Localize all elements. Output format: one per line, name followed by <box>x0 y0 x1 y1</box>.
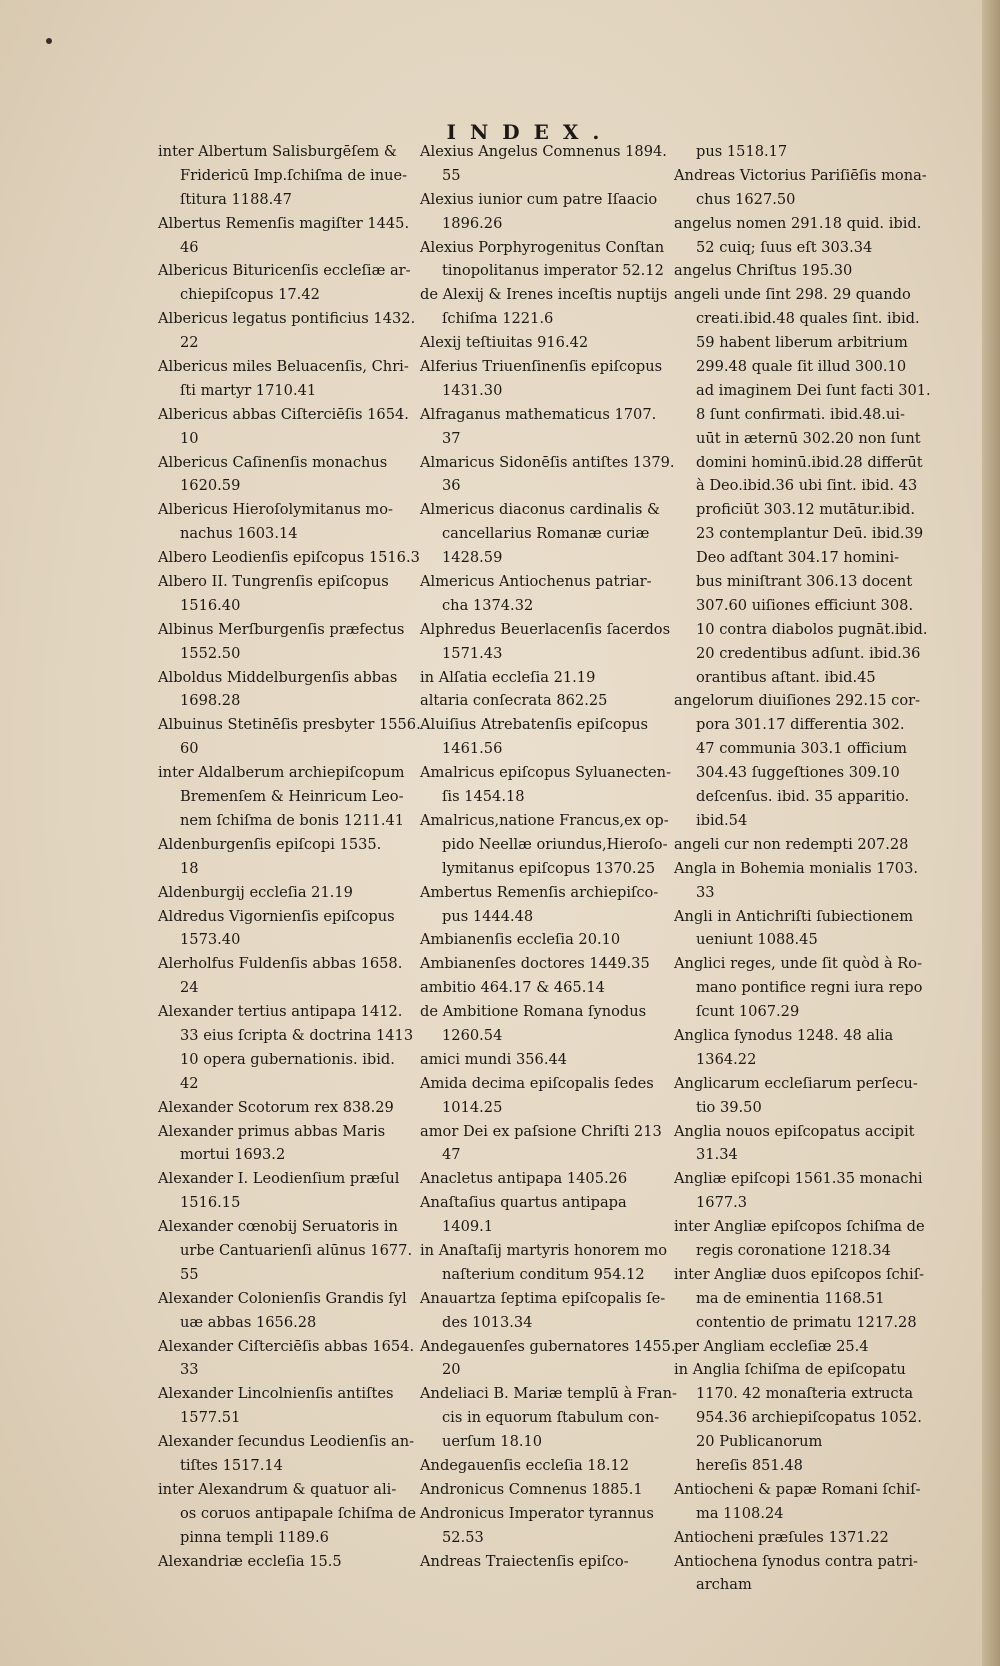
index-entry-line: 10 opera gubernationis. ibid. <box>180 1050 395 1068</box>
index-entry-line: in Anaſtaſij martyris honorem mo <box>420 1241 668 1259</box>
index-entry-line: Alexij teſtiuitas 916.42 <box>420 334 589 352</box>
index-entry-line: angeli unde ſint 298. 29 quando <box>674 286 911 304</box>
index-entry-line: ſcunt 1067.29 <box>696 1003 800 1021</box>
index-entry-line: 1571.43 <box>442 644 503 662</box>
index-entry-line: de Ambitione Romana ſynodus <box>420 1003 647 1021</box>
index-entry-line: Andeliaci B. Mariæ templū à Fran- <box>420 1385 677 1403</box>
index-entry-line: ſti martyr 1710.41 <box>180 381 317 399</box>
index-entry-line: Alexius iunior cum patre Iſaacio <box>420 190 658 208</box>
index-entry-line: proficiūt 303.12 mutātur.ibid. <box>696 501 916 519</box>
index-entry-line: Bremenſem & Heinricum Leo- <box>180 788 404 806</box>
index-entry-line: Anacletus antipapa 1405.26 <box>420 1170 628 1188</box>
index-entry-line: 37 <box>442 429 461 447</box>
index-entry-line: ambitio 464.17 & 465.14 <box>420 979 605 997</box>
index-entry-line: archam <box>696 1576 752 1594</box>
index-entry-line: cancellarius Romanæ curiæ <box>442 525 650 543</box>
index-entry-line: inter Angliæ epiſcopos ſchiſma de <box>674 1218 925 1236</box>
index-entry-line: 36 <box>442 477 461 495</box>
index-entry-line: cis in equorum ſtabulum con- <box>442 1409 660 1427</box>
index-entry-line: ueniunt 1088.45 <box>696 931 818 949</box>
index-entry-line: Anglici reges, unde ſit quòd à Ro- <box>674 955 922 973</box>
index-entry-line: 20 Publicanorum <box>696 1433 823 1451</box>
index-entry-line: Alferius Triuenſinenſis epiſcopus <box>420 358 663 376</box>
index-entry-line: angelus Chriſtus 195.30 <box>674 262 853 280</box>
index-entry-line: ſchiſma 1221.6 <box>442 310 554 328</box>
index-entry-line: amici mundi 356.44 <box>420 1050 568 1068</box>
index-entry-line: 42 <box>180 1074 199 1092</box>
index-entry-line: ma de eminentia 1168.51 <box>696 1289 885 1307</box>
index-entry-line: Aldenburgenſis epiſcopi 1535. <box>158 835 382 853</box>
index-entry-line: Andreas Victorius Pariſiēſis mona- <box>674 166 927 184</box>
index-entry-line: Alexander cœnobij Seruatoris in <box>158 1218 398 1236</box>
index-entry-line: 1516.40 <box>180 596 241 614</box>
index-entry-line: Ambianenſes doctores 1449.35 <box>420 955 650 973</box>
index-entry-line: 8 ſunt confirmati. ibid.48.ui- <box>696 405 905 423</box>
index-entry-line: mano pontifice regni iura repo <box>696 979 923 997</box>
index-entry-line: Angli in Antichriſti ſubiectionem <box>674 907 914 925</box>
page-edge <box>982 0 1000 1666</box>
index-entry-line: de Alexij & Irenes inceſtis nuptijs <box>420 286 668 304</box>
index-entry-line: 22 <box>180 334 199 352</box>
index-entry-line: inter Aldalberum archiepiſcopum <box>158 764 405 782</box>
index-entry-line: Andegauenſes gubernatores 1455. <box>420 1337 676 1355</box>
index-entry-line: pido Neellæ oriundus,Hieroſo- <box>442 835 668 853</box>
index-entry-line: Albericus Hieroſolymitanus mo- <box>158 501 393 519</box>
index-entry-line: 1896.26 <box>442 214 503 232</box>
index-entry-line: 10 <box>180 429 199 447</box>
index-entry-line: 1620.59 <box>180 477 241 495</box>
index-entry-line: 47 <box>442 1146 461 1164</box>
index-entry-line: 23 contemplantur Deū. ibid.39 <box>696 525 924 543</box>
index-entry-line: Alexander ſecundus Leodienſis an- <box>158 1433 415 1451</box>
index-entry-line: 954.36 archiepiſcopatus 1052. <box>696 1409 922 1427</box>
index-entry-line: pora 301.17 differentia 302. <box>696 716 905 734</box>
index-entry-line: Angliæ epiſcopi 1561.35 monachi <box>674 1170 923 1188</box>
index-entry-line: Albinus Merſburgenſis præfectus <box>158 620 405 638</box>
ink-dot <box>46 38 52 44</box>
index-entry-line: Albericus abbas Ciſterciēſis 1654. <box>158 405 409 423</box>
index-entry-line: 1698.28 <box>180 692 241 710</box>
index-entry-line: 307.60 uiſiones efficiunt 308. <box>696 596 914 614</box>
index-entry-line: Amalricus epiſcopus Syluanecten- <box>420 764 672 782</box>
index-entry-line: 59 habent liberum arbitrium <box>696 334 908 352</box>
index-entry-line: Amida decima epiſcopalis ſedes <box>420 1074 654 1092</box>
index-entry-line: Albericus legatus pontificius 1432. <box>158 310 416 328</box>
index-entry-line: ſtitura 1188.47 <box>180 190 292 208</box>
index-entry-line: Almericus diaconus cardinalis & <box>420 501 661 519</box>
index-entry-line: Andreas Traiectenſis epiſco- <box>420 1552 629 1570</box>
index-entry-line: contentio de primatu 1217.28 <box>696 1313 917 1331</box>
index-entry-line: 1170. 42 monaſteria extructa <box>696 1385 914 1403</box>
index-entry-line: Albero II. Tungrenſis epiſcopus <box>158 573 389 591</box>
index-entry-line: deſcenſus. ibid. 35 apparitio. <box>696 788 910 806</box>
index-entry-line: cha 1374.32 <box>442 596 534 614</box>
index-entry-line: angeli cur non redempti 207.28 <box>674 835 909 853</box>
index-entry-line: Anglia nouos epiſcopatus accipit <box>674 1122 915 1140</box>
index-entry-line: Alexander tertius antipapa 1412. <box>158 1003 403 1021</box>
index-entry-line: Albericus Bituricenſis eccleſiæ ar- <box>158 262 411 280</box>
index-entry-line: Andegauenſis eccleſia 18.12 <box>420 1456 630 1474</box>
index-entry-line: ibid.54 <box>696 811 748 829</box>
index-entry-line: Almericus Antiochenus patriar- <box>420 573 652 591</box>
index-entry-line: 20 credentibus adſunt. ibid.36 <box>696 644 921 662</box>
index-entry-line: 55 <box>180 1265 199 1283</box>
index-entry-line: bus miniſtrant 306.13 docent <box>696 573 913 591</box>
index-entry-line: 47 communia 303.1 officium <box>696 740 907 758</box>
index-entry-line: in Anglia ſchiſma de epiſcopatu <box>674 1361 906 1379</box>
index-entry-line: pus 1518.17 <box>696 143 788 160</box>
index-entry-line: Aldredus Vigornienſis epiſcopus <box>158 907 395 925</box>
index-entry-line: regis coronatione 1218.34 <box>696 1241 891 1259</box>
index-entry-line: 52 cuiq; ſuus eſt 303.34 <box>696 238 873 256</box>
index-entry-line: 1677.3 <box>696 1194 748 1212</box>
index-entry-line: 1461.56 <box>442 740 503 758</box>
index-entry-line: inter Angliæ duos epiſcopos ſchiſ- <box>674 1265 925 1283</box>
index-entry-line: Alexius Angelus Comnenus 1894. <box>420 143 667 160</box>
index-entry-line: 1260.54 <box>442 1026 503 1044</box>
index-entry-line: in Alſatia eccleſia 21.19 <box>420 668 596 686</box>
index-entry-line: Ambertus Remenſis archiepiſco- <box>420 883 659 901</box>
index-entry-line: Anglicarum eccleſiarum perſecu- <box>674 1074 918 1092</box>
index-entry-line: 33 <box>180 1361 199 1379</box>
index-entry-line: 10 contra diabolos pugnāt.ibid. <box>696 620 928 638</box>
index-entry-line: pus 1444.48 <box>442 907 534 925</box>
index-entry-line: Anaſtaſius quartus antipapa <box>420 1194 627 1212</box>
index-entry-line: Alfraganus mathematicus 1707. <box>420 405 657 423</box>
index-entry-line: 55 <box>442 166 461 184</box>
index-entry-line: Albuinus Stetinēſis presbyter 1556. <box>158 716 421 734</box>
index-entry-line: 18 <box>180 859 199 877</box>
index-entry-line: Andronicus Comnenus 1885.1 <box>420 1480 643 1498</box>
index-entry-line: Amalricus,natione Francus,ex op- <box>420 811 669 829</box>
index-entry-line: 31.34 <box>696 1146 738 1164</box>
index-entry-line: 304.43 ſuggeſtiones 309.10 <box>696 764 900 782</box>
index-entry-line: Anauartza ſeptima epiſcopalis ſe- <box>420 1289 666 1307</box>
index-entry-line: Albericus Caſinenſis monachus <box>158 453 388 471</box>
index-entry-line: 1409.1 <box>442 1218 494 1236</box>
index-entry-line: 1428.59 <box>442 549 503 567</box>
index-entry-line: lymitanus epiſcopus 1370.25 <box>442 859 656 877</box>
index-entry-line: chiepiſcopus 17.42 <box>180 286 320 304</box>
index-entry-line: creati.ibid.48 quales ſint. ibid. <box>696 310 920 328</box>
index-entry-line: Fridericū Imp.ſchiſma de inue- <box>180 166 408 184</box>
index-entry-line: Aluiſius Atrebatenſis epiſcopus <box>420 716 649 734</box>
index-entry-line: per Angliam eccleſiæ 25.4 <box>674 1337 869 1355</box>
index-entry-line: urbe Cantuarienſi alūnus 1677. <box>180 1241 413 1259</box>
index-entry-line: altaria conſecrata 862.25 <box>420 692 608 710</box>
index-entry-line: Alexander Colonienſis Grandis ſyl <box>158 1289 407 1307</box>
index-entry-line: 1573.40 <box>180 931 241 949</box>
index-entry-line: 60 <box>180 740 199 758</box>
index-entry-line: Angla in Bohemia monialis 1703. <box>674 859 919 877</box>
index-entry-line: des 1013.34 <box>442 1313 533 1331</box>
index-entry-line: 1431.30 <box>442 381 503 399</box>
index-entry-line: Alexander I. Leodienſium præſul <box>158 1170 400 1188</box>
index-entry-line: inter Alexandrum & quatuor ali- <box>158 1480 397 1498</box>
index-entry-line: pinna templi 1189.6 <box>180 1528 329 1546</box>
index-entry-line: tiſtes 1517.14 <box>180 1456 283 1474</box>
index-entry-line: mortui 1693.2 <box>180 1146 286 1164</box>
index-column-middle <box>420 140 677 1573</box>
index-entry-line: ad imaginem Dei ſunt facti 301. <box>696 381 931 399</box>
index-entry-line: 1552.50 <box>180 644 241 662</box>
index-entry-line: tinopolitanus imperator 52.12 <box>442 262 664 280</box>
index-entry-line: Alexius Porphyrogenitus Conſtan <box>420 238 665 256</box>
index-entry-line: 33 eius ſcripta & doctrina 1413 <box>180 1026 414 1044</box>
index-entry-line: Alexander Ciſterciēſis abbas 1654. <box>158 1337 415 1355</box>
page-title: INDEX. <box>446 120 614 144</box>
index-entry-line: 20 <box>442 1361 461 1379</box>
index-entry-line: ſis 1454.18 <box>442 788 525 806</box>
index-entry-line: orantibus aſtant. ibid.45 <box>696 668 876 686</box>
index-entry-line: 1364.22 <box>696 1050 757 1068</box>
index-entry-line: nem ſchiſma de bonis 1211.41 <box>180 811 405 829</box>
index-entry-line: 1014.25 <box>442 1098 503 1116</box>
index-entry-line: Aldenburgij eccleſia 21.19 <box>158 883 353 901</box>
index-entry-line: angelorum diuiſiones 292.15 cor- <box>674 692 921 710</box>
index-entry-line: Antiochena ſynodus contra patri- <box>674 1552 918 1570</box>
index-entry-line: Andronicus Imperator tyrannus <box>420 1504 654 1522</box>
index-entry-line: Albericus miles Beluacenſis, Chri- <box>158 358 409 376</box>
index-entry-line: Anglica ſynodus 1248. 48 alia <box>674 1026 894 1044</box>
index-entry-line: nachus 1603.14 <box>180 525 298 543</box>
index-entry-line: Antiocheni & papæ Romani ſchiſ- <box>674 1480 921 1498</box>
index-entry-line: Almaricus Sidonēſis antiſtes 1379. <box>420 453 675 471</box>
index-entry-line: Deo adſtant 304.17 homini- <box>696 549 900 567</box>
index-entry-line: Alboldus Middelburgenſis abbas <box>158 668 398 686</box>
index-entry-line: Alexander Lincolnienſis antiſtes <box>158 1385 394 1403</box>
index-entry-line: 24 <box>180 979 199 997</box>
index-entry-line: uūt in æternū 302.20 non ſunt <box>696 429 921 447</box>
index-entry-line: ma 1108.24 <box>696 1504 784 1522</box>
index-entry-line: Alexander primus abbas Maris <box>158 1122 386 1140</box>
index-entry-line: os coruos antipapale ſchiſma de <box>180 1504 417 1522</box>
index-entry-line: angelus nomen 291.18 quid. ibid. <box>674 214 922 232</box>
index-entry-line: uerſum 18.10 <box>442 1433 543 1451</box>
index-entry-line: tio 39.50 <box>696 1098 762 1116</box>
index-entry-line: naſterium conditum 954.12 <box>442 1265 645 1283</box>
index-entry-line: uæ abbas 1656.28 <box>180 1313 317 1331</box>
index-entry-line: 1577.51 <box>180 1409 241 1427</box>
index-column-right <box>674 140 931 1597</box>
index-entry-line: 52.53 <box>442 1528 484 1546</box>
index-entry-line: Albertus Remenſis magiſter 1445. <box>158 214 410 232</box>
index-entry-line: hereſis 851.48 <box>696 1456 803 1474</box>
index-entry-line: Alexander Scotorum rex 838.29 <box>158 1098 394 1116</box>
index-entry-line: chus 1627.50 <box>696 190 796 208</box>
index-entry-line: 1516.15 <box>180 1194 241 1212</box>
index-entry-line: Antiocheni præſules 1371.22 <box>674 1528 889 1546</box>
index-entry-line: à Deo.ibid.36 ubi ſint. ibid. 43 <box>696 477 918 495</box>
index-entry-line: Alerholfus Fuldenſis abbas 1658. <box>158 955 403 973</box>
index-entry-line: 299.48 quale ſit illud 300.10 <box>696 358 907 376</box>
index-entry-line: 46 <box>180 238 199 256</box>
index-entry-line: Albero Leodienſis epiſcopus 1516.3 <box>158 549 420 567</box>
index-entry-line: inter Albertum Salisburgēſem & <box>158 143 397 160</box>
index-entry-line: domini hominū.ibid.28 differūt <box>696 453 923 471</box>
index-entry-line: Alexandriæ eccleſia 15.5 <box>158 1552 342 1570</box>
index-entry-line: amor Dei ex paſsione Chriſti 213 <box>420 1122 662 1140</box>
index-entry-line: Ambianenſis eccleſia 20.10 <box>420 931 621 949</box>
index-entry-line: Alphredus Beuerlacenſis ſacerdos <box>420 620 671 638</box>
index-entry-line: 33 <box>696 883 715 901</box>
